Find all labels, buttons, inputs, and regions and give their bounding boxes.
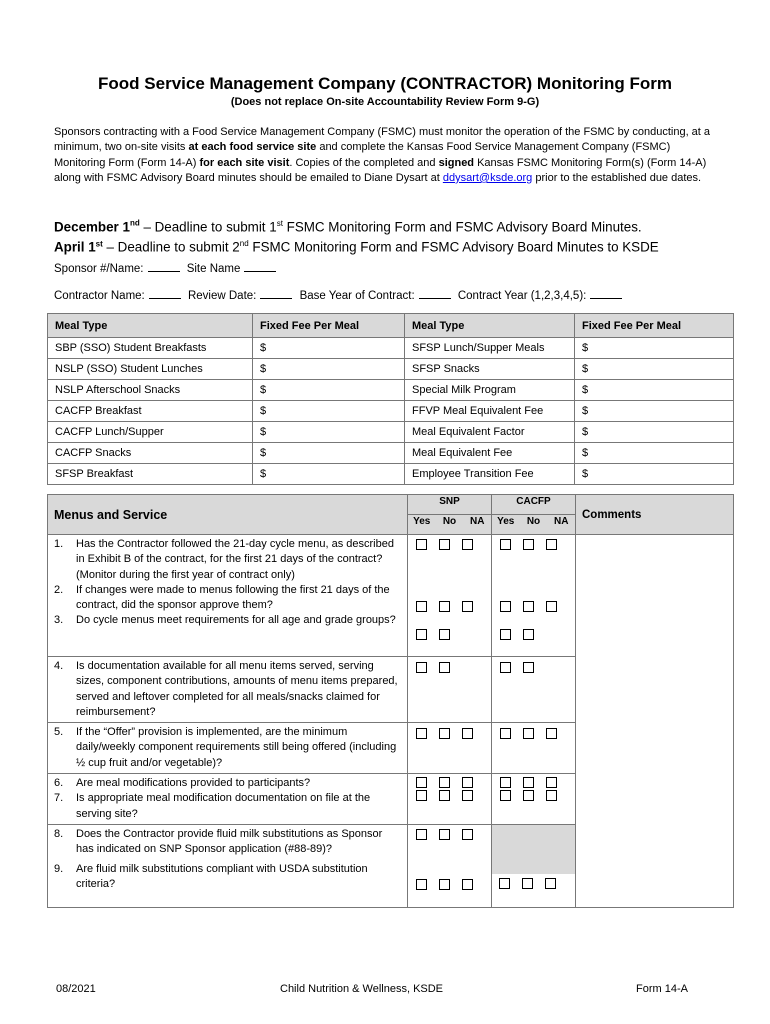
q6-snp-no-checkbox[interactable]	[439, 777, 450, 788]
q2-snp-yes-checkbox[interactable]	[416, 601, 427, 612]
q4-snp-no-checkbox[interactable]	[439, 662, 450, 673]
site-label: Site Name	[186, 263, 241, 275]
q5-snp-yes-checkbox[interactable]	[416, 728, 427, 739]
question-9: 9. Are fluid milk substitutions compliant with USDA substitution criteria?	[54, 862, 368, 890]
meal-type-cell: Employee Transition Fee	[405, 464, 575, 485]
snp-checks-g3	[408, 723, 492, 774]
question-group-5	[48, 824, 408, 907]
q5-cacfp-yes-checkbox[interactable]	[500, 728, 511, 739]
q3-cacfp-yes-checkbox[interactable]	[500, 629, 511, 640]
contract-fields	[54, 288, 626, 302]
q4-cacfp-yes-checkbox[interactable]	[500, 662, 511, 673]
snp-checks-g5	[408, 824, 492, 907]
meal-type-cell: NSLP (SSO) Student Lunches	[48, 359, 253, 380]
meal-type-cell: CACFP Snacks	[48, 443, 253, 464]
site-field[interactable]	[244, 261, 276, 272]
fee-row	[48, 464, 734, 485]
q7-cacfp-yes-checkbox[interactable]	[500, 790, 511, 801]
q3-snp-no-checkbox[interactable]	[439, 629, 450, 640]
q1-cacfp-no-checkbox[interactable]	[523, 539, 534, 550]
meal-type-cell: NSLP Afterschool Snacks	[48, 380, 253, 401]
deadlines	[54, 215, 734, 256]
q1-cacfp-na-checkbox[interactable]	[546, 539, 557, 550]
section-header: Menus and Service	[48, 495, 408, 535]
q9-snp-yes-checkbox[interactable]	[416, 879, 427, 890]
q7-snp-no-checkbox[interactable]	[439, 790, 450, 801]
fee-header: Fixed Fee Per Meal	[253, 314, 405, 338]
fee-header: Fixed Fee Per Meal	[575, 314, 734, 338]
contractor-field[interactable]	[149, 288, 181, 299]
fixed-fee-cell[interactable]: $	[575, 359, 734, 380]
q5-snp-no-checkbox[interactable]	[439, 728, 450, 739]
contractor-label: Contractor Name:	[54, 290, 145, 302]
cacfp-checks-g2	[492, 657, 576, 723]
intro-paragraph: Sponsors contracting with a Food Service Management Company (FSMC) must monitor the operation of the FSMC by conducting, at a minimum, two on-site visits at each food service site and complete the Kansas Food Service Management Company (FSMC) Monitoring Form (Form 14-A) for each site visit. Copies of the completed and signed Kansas FSMC Monitoring Form(s) (Form 14-A) along with FSMC Advisory Board minutes should be emailed to Diane Dysart at ddysart@ksde.org prior to the established due dates.	[54, 126, 711, 184]
q9-cacfp-na-checkbox[interactable]	[545, 878, 556, 889]
q7-cacfp-no-checkbox[interactable]	[523, 790, 534, 801]
sponsor-field[interactable]	[148, 261, 180, 272]
cacfp-yes: Yes	[492, 515, 520, 535]
question-4: 4. Is documentation available for all menu items served, serving sizes, component contributions, amounts of menu items prepared, served and leftover completed for all meals/snacks claimed for reimbursement?	[54, 660, 398, 718]
footer-org: Child Nutrition & Wellness, KSDE	[280, 983, 444, 995]
fee-header: Meal Type	[48, 314, 253, 338]
question-5: 5. If the “Offer” provision is implemented, are the minimum daily/weekly component requirements still being offered (including ½ cup fruit and/or vegetable)?	[54, 726, 397, 769]
fixed-fee-cell[interactable]: $	[575, 380, 734, 401]
meal-type-cell: Meal Equivalent Factor	[405, 422, 575, 443]
base-year-label: Base Year of Contract:	[299, 290, 415, 302]
comments-header: Comments	[576, 495, 734, 535]
base-year-field[interactable]	[419, 288, 451, 299]
q3-snp-yes-checkbox[interactable]	[416, 629, 427, 640]
cacfp-na: NA	[548, 515, 576, 535]
comments-cell[interactable]	[576, 535, 734, 908]
question-group-2	[48, 657, 408, 723]
fixed-fee-cell[interactable]: $	[575, 443, 734, 464]
q2-cacfp-yes-checkbox[interactable]	[500, 601, 511, 612]
q1-cacfp-yes-checkbox[interactable]	[500, 539, 511, 550]
cacfp-q8-shaded	[492, 825, 575, 874]
q6-snp-yes-checkbox[interactable]	[416, 777, 427, 788]
q9-snp-no-checkbox[interactable]	[439, 879, 450, 890]
snp-checks-g1	[408, 535, 492, 657]
fee-row	[48, 443, 734, 464]
meal-type-cell: Special Milk Program	[405, 380, 575, 401]
question-group-1	[48, 535, 408, 657]
q4-snp-yes-checkbox[interactable]	[416, 662, 427, 673]
meal-type-cell: Meal Equivalent Fee	[405, 443, 575, 464]
q3-cacfp-no-checkbox[interactable]	[523, 629, 534, 640]
fee-row	[48, 422, 734, 443]
q9-cacfp-no-checkbox[interactable]	[522, 878, 533, 889]
fixed-fee-cell[interactable]: $	[253, 359, 405, 380]
fixed-fee-cell[interactable]: $	[253, 338, 405, 359]
cacfp-checks-g3	[492, 723, 576, 774]
q2-snp-no-checkbox[interactable]	[439, 601, 450, 612]
fixed-fee-cell[interactable]: $	[253, 443, 405, 464]
meal-type-cell: SFSP Breakfast	[48, 464, 253, 485]
fee-row	[48, 359, 734, 380]
q6-cacfp-na-checkbox[interactable]	[546, 777, 557, 788]
q6-cacfp-yes-checkbox[interactable]	[500, 777, 511, 788]
footer-date: 08/2021	[56, 983, 96, 995]
q7-snp-yes-checkbox[interactable]	[416, 790, 427, 801]
cacfp-checks-g4	[492, 774, 576, 825]
q8-snp-na-checkbox[interactable]	[462, 829, 473, 840]
q5-cacfp-na-checkbox[interactable]	[546, 728, 557, 739]
snp-checks-g4	[408, 774, 492, 825]
q6-snp-na-checkbox[interactable]	[462, 777, 473, 788]
email-link[interactable]: ddysart@ksde.org	[442, 171, 533, 184]
question-2: 2. If changes were made to menus following the first 21 days of the contract, did the sponsor approve them?	[54, 583, 390, 612]
fixed-fee-cell[interactable]: $	[253, 401, 405, 422]
q2-cacfp-na-checkbox[interactable]	[546, 601, 557, 612]
sponsor-fields	[54, 261, 280, 275]
question-8: 8. Does the Contractor provide fluid milk substitutions as Sponsor has indicated on SNP Sponsor application (#88-89)?	[54, 827, 383, 856]
snp-no: No	[436, 515, 464, 535]
q2-cacfp-no-checkbox[interactable]	[523, 601, 534, 612]
menus-service-table	[47, 494, 734, 908]
fee-header: Meal Type	[405, 314, 575, 338]
form-subtitle: (Does not replace On-site Accountability Review Form 9-G)	[230, 96, 540, 108]
q8-snp-no-checkbox[interactable]	[439, 829, 450, 840]
question-1: 1. Has the Contractor followed the 21-day cycle menu, as described in Exhibit B of the contract, for the first 21 days of the contract? (Monitor during the first year of contract only)	[54, 538, 394, 581]
form-title: Food Service Management Company (CONTRACTOR) Monitoring Form	[98, 74, 672, 93]
snp-yes: Yes	[408, 515, 436, 535]
question-6: 6. Are meal modifications provided to participants?	[54, 777, 311, 790]
fixed-fee-cell[interactable]: $	[575, 422, 734, 443]
question-group-3	[48, 723, 408, 774]
question-group-4	[48, 774, 408, 825]
q2-snp-na-checkbox[interactable]	[462, 601, 473, 612]
fee-table	[47, 313, 734, 485]
q1-snp-na-checkbox[interactable]	[462, 539, 473, 550]
sponsor-label: Sponsor #/Name:	[54, 263, 144, 275]
q6-cacfp-no-checkbox[interactable]	[523, 777, 534, 788]
meal-type-cell: SFSP Lunch/Supper Meals	[405, 338, 575, 359]
meal-type-cell: CACFP Breakfast	[48, 401, 253, 422]
footer-form: Form 14-A	[636, 983, 688, 995]
q7-cacfp-na-checkbox[interactable]	[546, 790, 557, 801]
deadline-december: December 1nd – Deadline to submit 1st FSMC Monitoring Form and FSMC Advisory Board Minutes.	[54, 219, 642, 235]
q8-snp-yes-checkbox[interactable]	[416, 829, 427, 840]
cacfp-checks-g1	[492, 535, 576, 657]
fixed-fee-cell[interactable]: $	[575, 338, 734, 359]
q1-snp-yes-checkbox[interactable]	[416, 539, 427, 550]
fee-row	[48, 401, 734, 422]
fixed-fee-cell[interactable]: $	[575, 464, 734, 485]
q9-cacfp-yes-checkbox[interactable]	[499, 878, 510, 889]
meal-type-cell: CACFP Lunch/Supper	[48, 422, 253, 443]
q4-cacfp-no-checkbox[interactable]	[523, 662, 534, 673]
fee-row	[48, 338, 734, 359]
q7-snp-na-checkbox[interactable]	[462, 790, 473, 801]
contract-year-label: Contract Year (1,2,3,4,5):	[457, 290, 587, 302]
fixed-fee-cell[interactable]: $	[575, 401, 734, 422]
cacfp-checks-g5	[492, 824, 576, 907]
review-date-field[interactable]	[260, 288, 292, 299]
fixed-fee-cell[interactable]: $	[253, 422, 405, 443]
meal-type-cell: SBP (SSO) Student Breakfasts	[48, 338, 253, 359]
cacfp-no: No	[520, 515, 548, 535]
meal-type-cell: FFVP Meal Equivalent Fee	[405, 401, 575, 422]
q5-snp-na-checkbox[interactable]	[462, 728, 473, 739]
fixed-fee-cell[interactable]: $	[253, 464, 405, 485]
snp-checks-g2	[408, 657, 492, 723]
q5-cacfp-no-checkbox[interactable]	[523, 728, 534, 739]
contract-year-field[interactable]	[590, 288, 622, 299]
fee-row	[48, 380, 734, 401]
cacfp-header: CACFP	[492, 495, 576, 515]
question-7: 7. Is appropriate meal modification documentation on file at the serving site?	[54, 792, 371, 820]
review-date-label: Review Date:	[187, 290, 257, 302]
question-3: 3. Do cycle menus meet requirements for all age and grade groups?	[54, 614, 396, 627]
snp-na: NA	[464, 515, 492, 535]
fixed-fee-cell[interactable]: $	[253, 380, 405, 401]
deadline-april: April 1st – Deadline to submit 2nd FSMC Monitoring Form and FSMC Advisory Board Minutes to KSDE	[54, 239, 659, 255]
snp-header: SNP	[408, 495, 492, 515]
q9-snp-na-checkbox[interactable]	[462, 879, 473, 890]
q1-snp-no-checkbox[interactable]	[439, 539, 450, 550]
meal-type-cell: SFSP Snacks	[405, 359, 575, 380]
